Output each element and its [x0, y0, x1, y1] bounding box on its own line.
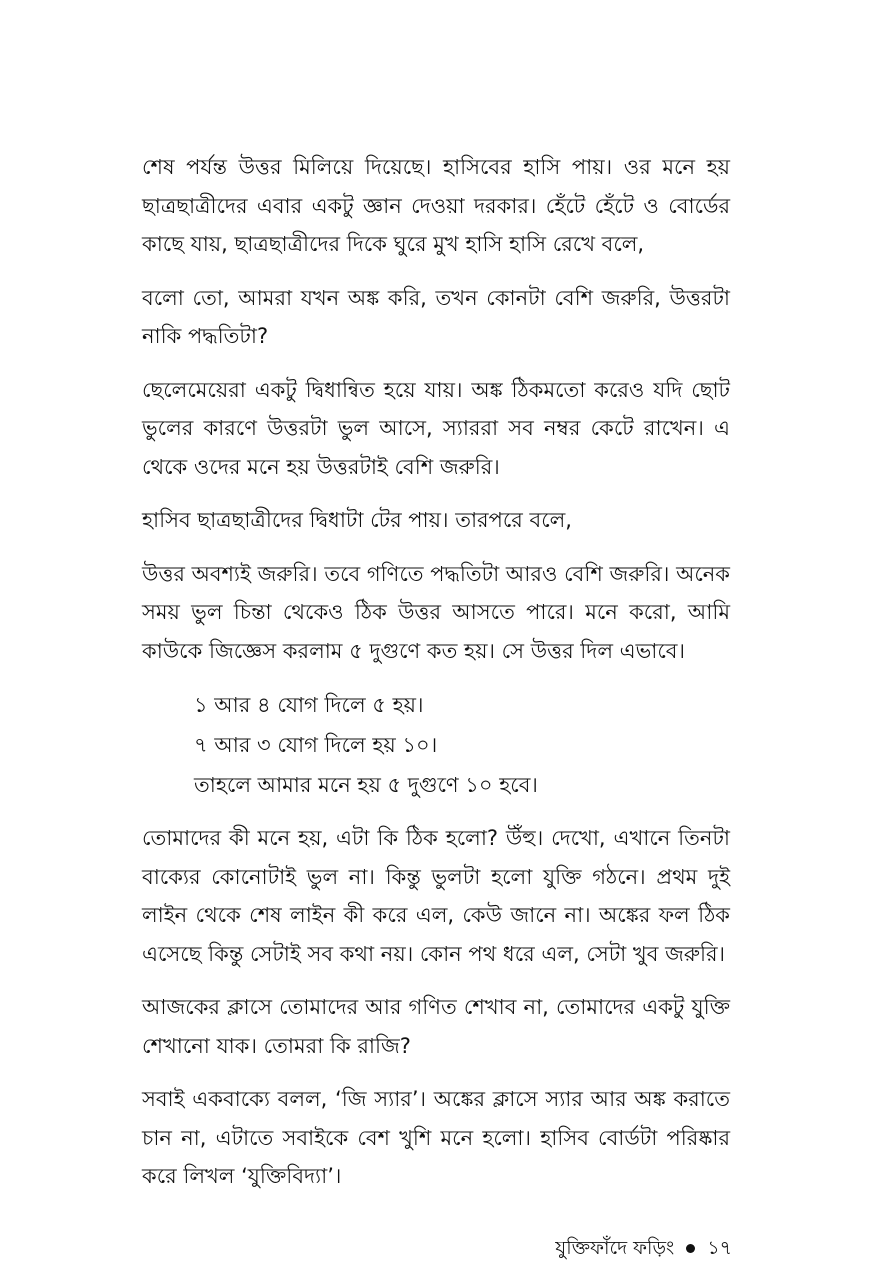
paragraph: বলো তো, আমরা যখন অঙ্ক করি, তখন কোনটা বেশি জরুরি, উত্তরটা নাকি পদ্ধতিটা? [142, 285, 730, 348]
example-lines [194, 685, 730, 805]
example-line: ৭ আর ৩ যোগ দিলে হয় ১০। [194, 733, 438, 757]
page-footer [555, 1234, 732, 1266]
paragraph: আজকের ক্লাসে তোমাদের আর গণিত শেখাব না, তোমাদের একটু যুক্তি শেখানো যাক। তোমরা কি রাজি? [142, 995, 730, 1058]
bullet-separator [686, 1244, 695, 1253]
example-line: তাহলে আমার মনে হয় ৫ দুগুণে ১০ হবে। [194, 773, 538, 797]
book-title: যুক্তিফাঁদে ফড়িং [555, 1237, 675, 1259]
example-line: ১ আর ৪ যোগ দিলে ৫ হয়। [194, 693, 424, 717]
paragraph: সবাই একবাক্যে বলল, ‘জি স্যার’। অঙ্কের ক্লাসে স্যার আর অঙ্ক করাতে চান না, এটাতে সবাইকে বেশ খুশি মনে হলো। হাসিব বোর্ডটা পরিষ্কার করে লিখল ‘যুক্তিবিদ্যা’। [142, 1087, 730, 1188]
paragraph: তোমাদের কী মনে হয়, এটা কি ঠিক হলো? উঁহু। দেখো, এখানে তিনটা বাক্যের কোনোটাই ভুল না। কিন্তু ভুলটা হলো যুক্তি গঠনে। প্রথম দুই লাইন থেকে শেষ লাইন কী করে এল, কেউ জানে না। অঙ্কের ফল ঠিক এসেছে কিন্তু সেটাই সব কথা নয়। কোন পথ ধরে এল, সেটা খুব জরুরি। [142, 826, 730, 966]
paragraph: উত্তর অবশ্যই জরুরি। তবে গণিতে পদ্ধতিটা আরও বেশি জরুরি। অনেক সময় ভুল চিন্তা থেকেও ঠিক উত্তর আসতে পারে। মনে করো, আমি কাউকে জিজ্ঞেস করলাম ৫ দুগুণে কত হয়। সে উত্তর দিল এভাবে। [142, 561, 730, 663]
paragraph: হাসিব ছাত্রছাত্রীদের দ্বিধাটা টের পায়। তারপরে বলে, [142, 508, 572, 532]
paragraph: শেষ পর্যন্ত উত্তর মিলিয়ে দিয়েছে। হাসিবের হাসি পায়। ওর মনে হয় ছাত্রছাত্রীদের এবার একটু জ্ঞান দেওয়া দরকার। হেঁটে হেঁটে ও বোর্ডের কাছে যায়, ছাত্রছাত্রীদের দিকে ঘুরে মুখ হাসি হাসি রেখে বলে, [142, 155, 730, 256]
paragraph: ছেলেমেয়েরা একটু দ্বিধান্বিত হয়ে যায়। অঙ্ক ঠিকমতো করেও যদি ছোট ভুলের কারণে উত্তরটা ভুল আসে, স্যাররা সব নম্বর কেটে রাখেন। এ থেকে ওদের মনে হয় উত্তরটাই বেশি জরুরি। [142, 377, 730, 479]
page-number: ১৭ [707, 1237, 732, 1259]
page-body [142, 148, 730, 1211]
